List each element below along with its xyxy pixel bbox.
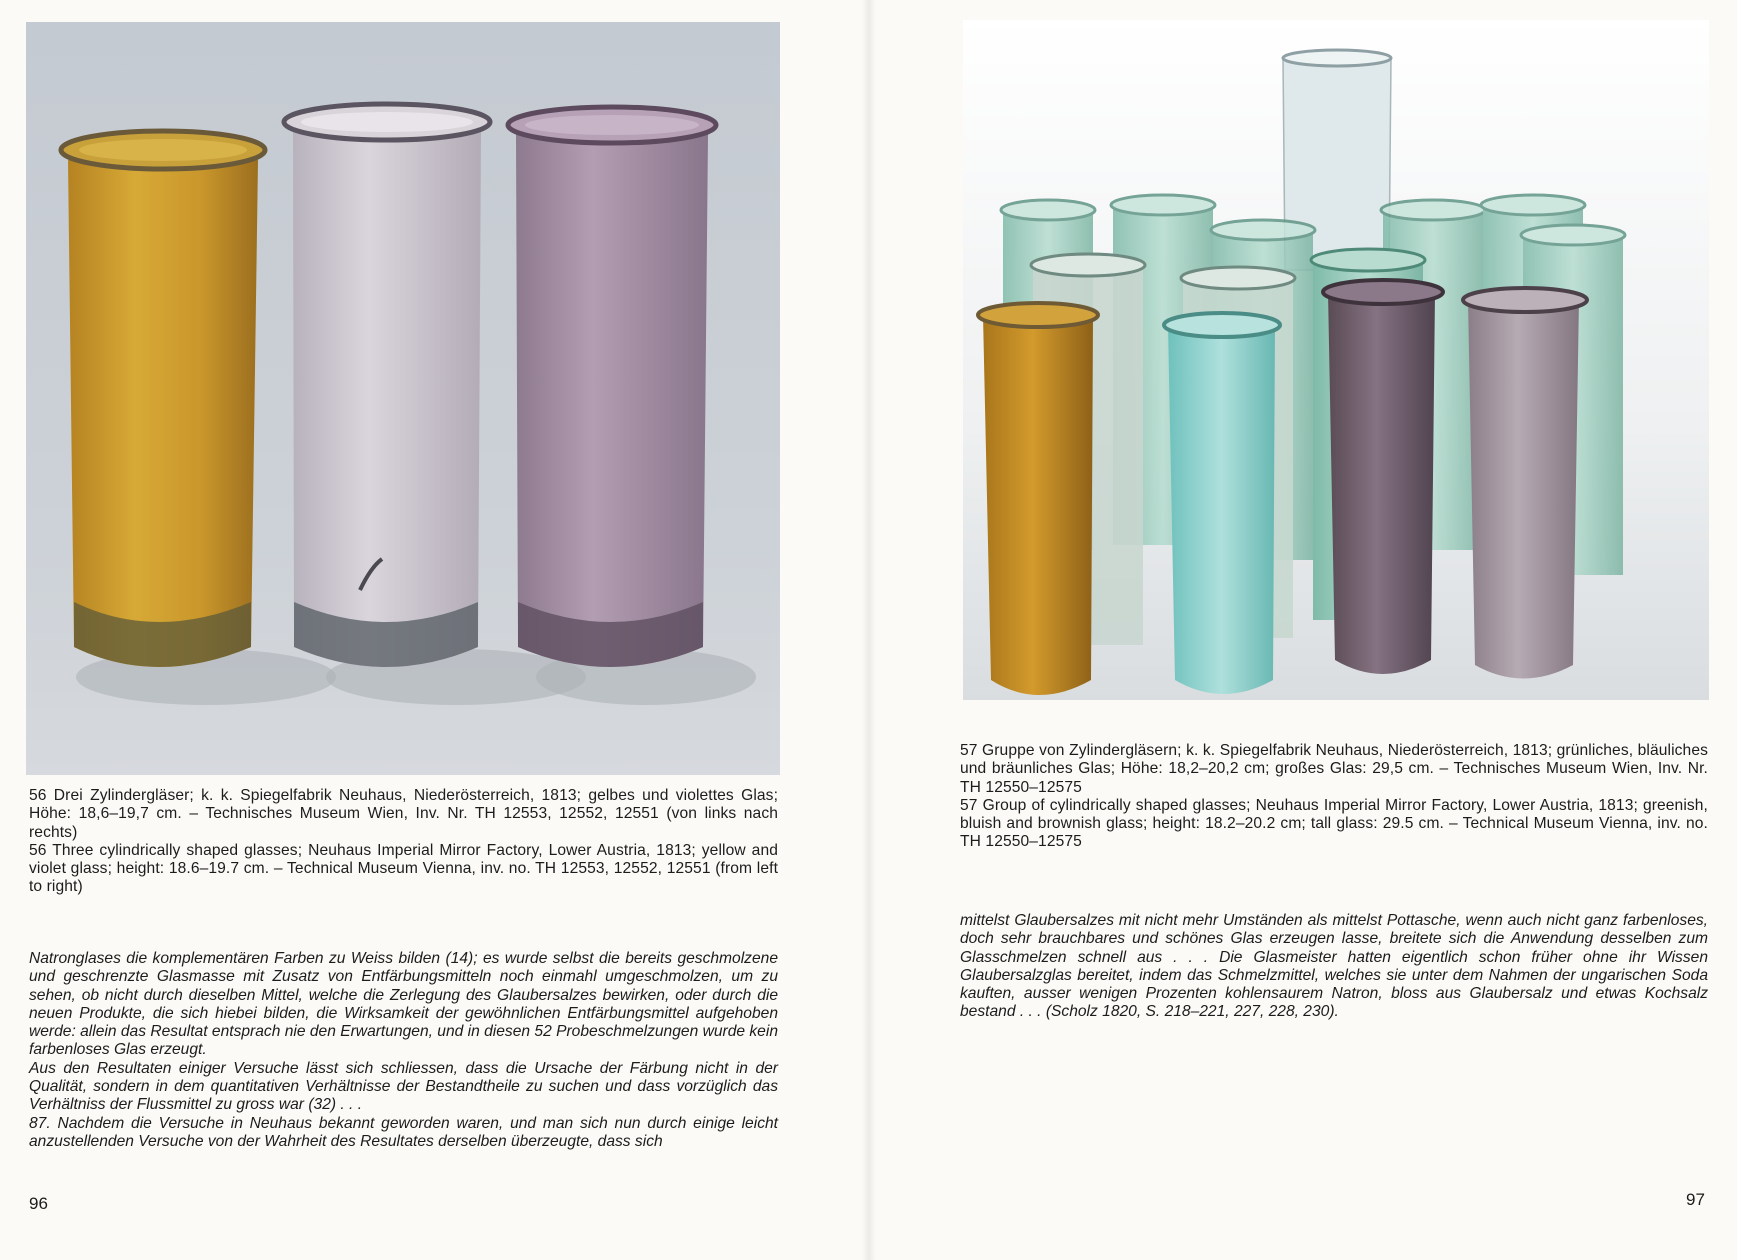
- caption-german: 56 Drei Zylindergläser; k. k. Spiegelfabrik Neuhaus, Niederösterreich, 1813; gelbes und violettes Glas; Höhe: 18,6–19,7 cm. – Technisches Museum Wien, Inv. Nr. TH 12553, 12552, 12551 (von links nach rechts): [29, 787, 778, 841]
- figure-57-photo: [963, 20, 1709, 700]
- body-paragraph: mittelst Glaubersalzes mit nicht mehr Umständen als mittelst Pottasche, wenn auch nicht ganz farbenloses, doch sehr brauchbares und schönes Glas erzeugen lasse, breitete sich die Anwendung desselben zum Glasschmelzen schnell aus . . . Die Glasmeister hatten eigentlich schon früher ohne ihr Wissen Glaubersalzglas bereitet, indem das Schmelzmittel, welches sie unter dem Nahmen der ungarischen Soda kauften, ausser wenigen Prozenten kohlensaurem Natron, bloss aus Glaubersalz und etwas Kochsalz bestand . . . (Scholz 1820, S. 218–221, 227, 228, 230).: [960, 912, 1708, 1021]
- left-body-text: [29, 950, 778, 1151]
- body-paragraph: 87. Nachdem die Versuche in Neuhaus bekannt geworden waren, und man sich nun durch einige leicht anzustellenden Versuche von der Wahrheit des Resultates derselben überzeugte, dass sich: [29, 1114, 778, 1150]
- left-page: [0, 0, 868, 1260]
- caption-german: 57 Gruppe von Zylindergläsern; k. k. Spiegelfabrik Neuhaus, Niederösterreich, 1813; grünliches, bläuliches und bräunliches Glas; Höhe: 18,2–20,2 cm; großes Glas: 29,5 cm. – Technisches Museum Wien, Inv. Nr. TH 12550–12575: [960, 742, 1708, 796]
- figure-57-caption: [960, 742, 1708, 852]
- figure-56-caption: [29, 787, 778, 897]
- page-number: 97: [1686, 1190, 1705, 1209]
- right-page: [868, 0, 1737, 1260]
- right-body-text: [960, 912, 1708, 1022]
- body-paragraph: Aus den Resultaten einiger Versuche lässt sich schliessen, dass die Ursache der Färbung nicht in der Qualität, sondern in dem quantitativen Verhältnisse der Bestandtheile zu suchen und dass vorzüglich das Verhältniss der Flussmittel zu gross war (32) . . .: [29, 1059, 778, 1114]
- caption-english: 56 Three cylindrically shaped glasses; Neuhaus Imperial Mirror Factory, Lower Austria, 1813; yellow and violet glass; height: 18.6–19.7 cm. – Technical Museum Vienna, inv. no. TH 12553, 12552, 12551 (from left to right): [29, 841, 778, 896]
- body-paragraph: Natronglases die komplementären Farben zu Weiss bilden (14); es wurde selbst die bereits geschmolzene und geschrenzte Glasmasse mit Zusatz von Entfärbungsmitteln noch einmahl umgeschmolzen, um zu sehen, ob nicht durch dieselben Mittel, welche die Zerlegung des Glaubersalzes bewirken, oder durch die neuen Produkte, die sich hiebei bilden, die Wirksamkeit der gewöhnlichen Entfärbungsmittel aufgehoben werde: allein das Resultat entsprach nie den Erwartungen, und in diesen 52 Probeschmelzungen wurde kein farbenloses Glas erzeugt.: [29, 950, 778, 1059]
- page-number: 96: [29, 1194, 48, 1213]
- figure-56-photo: [26, 22, 780, 775]
- caption-english: 57 Group of cylindrically shaped glasses; Neuhaus Imperial Mirror Factory, Lower Austria, 1813; greenish, bluish and brownish glass; height: 18.2–20.2 cm; tall glass: 29.5 cm. – Technical Museum Vienna, inv. no. TH 12550–12575: [960, 796, 1708, 851]
